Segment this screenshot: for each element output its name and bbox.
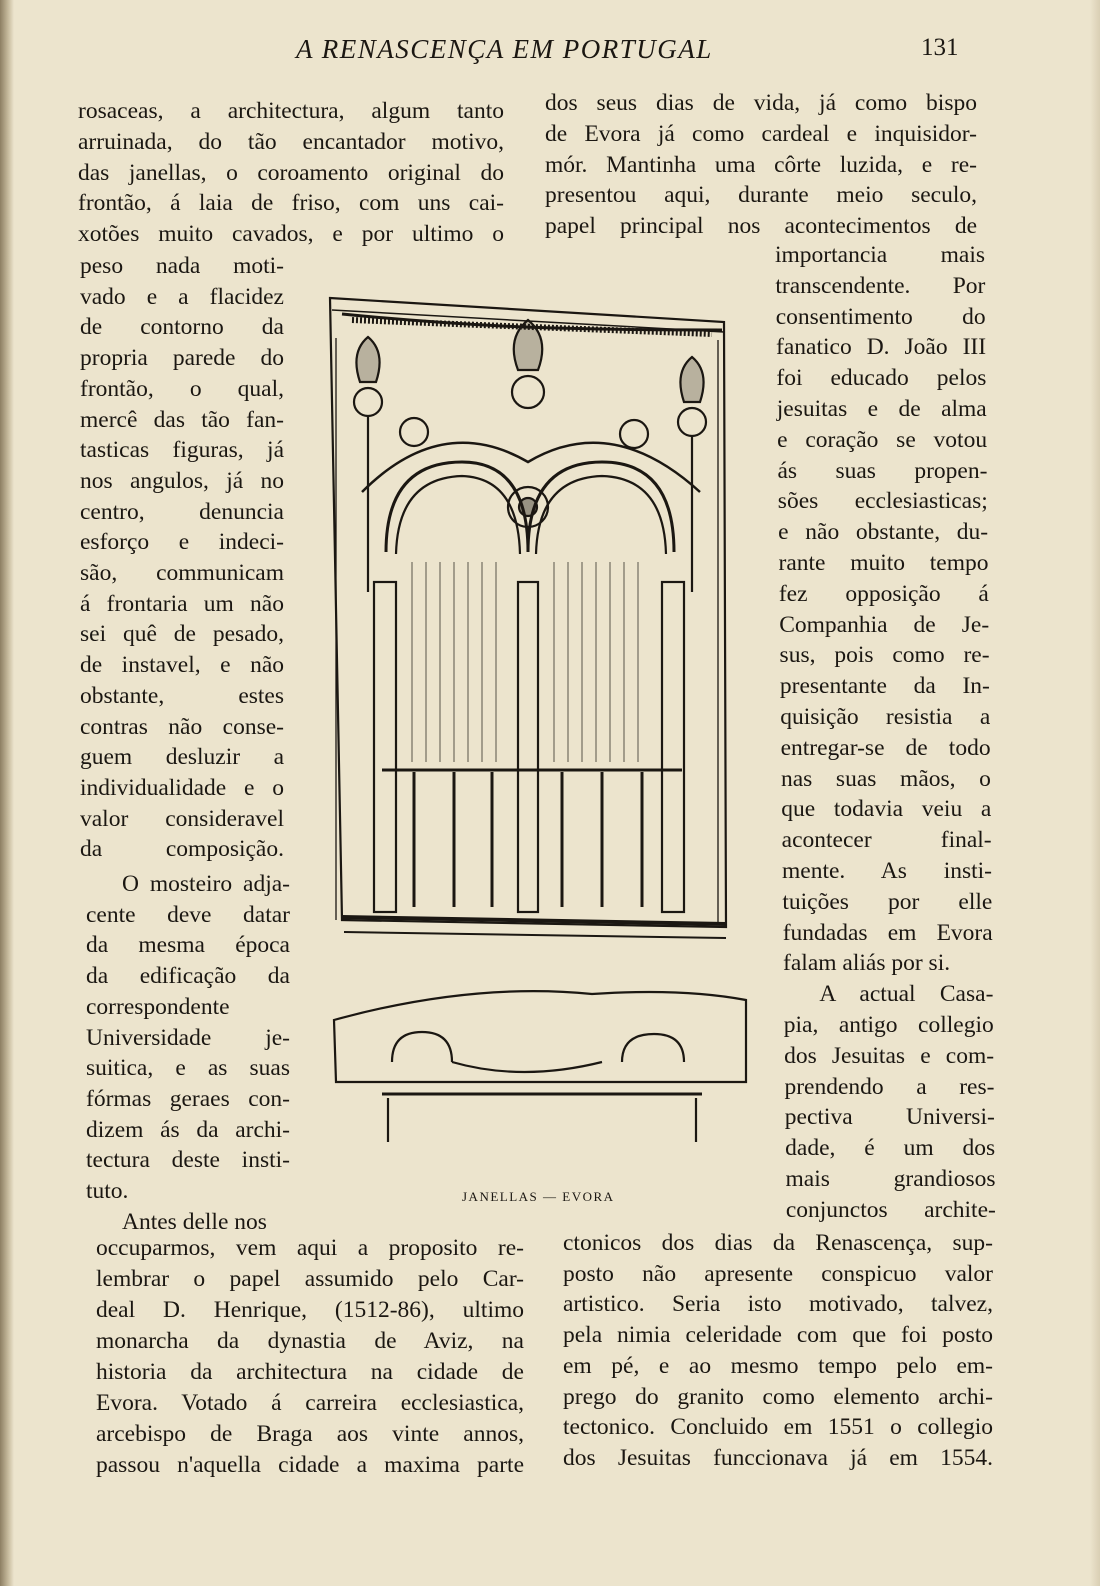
left-column-narrow-line: peso nada moti- [80, 253, 284, 279]
right-column-narrow-line: importancia mais [775, 242, 985, 268]
left-column-narrow-line: suitica, e as suas [86, 1055, 290, 1082]
right-column-narrow-line: foi educado pelos [776, 365, 987, 392]
left-column-narrow-line: são, communicam [80, 560, 284, 586]
left-column-narrow-line: nos angulos, já no [80, 467, 284, 494]
left-column-narrow-line: frontão, o qual, [80, 375, 284, 402]
figure-caption: JANELLAS — EVORA [462, 1189, 615, 1204]
right-column-top-line: mór. Mantinha uma côrte luzida, e re- [545, 151, 977, 178]
left-column-top-line: frontão, á laia de friso, com uns cai- [78, 190, 504, 217]
left-column-narrow-line: O mosteiro adja- [122, 871, 290, 897]
right-column-narrow-line: pia, antigo collegio [783, 1012, 994, 1038]
right-column-narrow-line: jesuitas e de alma [776, 396, 987, 422]
left-column-bottom-line: occuparmos, vem aqui a proposito re- [96, 1235, 524, 1261]
right-column-narrow-line: que todavia veiu a [781, 796, 992, 823]
right-column-bottom-line: posto não apresente conspicuo valor [563, 1260, 993, 1287]
right-column-narrow-line: tuições por elle [782, 888, 993, 915]
right-column-narrow-line: pectiva Universi- [784, 1104, 995, 1131]
left-column-bottom-line: arcebispo de Braga aos vinte annos, [96, 1421, 524, 1447]
right-column-bottom-line: dos Jesuitas funccionava já em 1554. [563, 1444, 993, 1471]
right-column-narrow-line: entregar-se de todo [780, 734, 991, 761]
right-column-top-line: papel principal nos acontecimentos de [545, 213, 977, 240]
left-column-narrow-line: fórmas geraes con- [86, 1085, 290, 1112]
left-column-narrow-line: sei quê de pesado, [80, 621, 284, 648]
right-column-bottom-line: pela nimia celeridade com que foi posto [563, 1322, 993, 1349]
right-column-narrow-line: sus, pois como re- [779, 642, 990, 669]
right-column-narrow-line: e coração se votou [777, 426, 988, 453]
left-column-top-line: das janellas, o coroamento original do [78, 159, 504, 186]
left-column-narrow-line: da mesma época [86, 932, 290, 959]
finial-left [354, 337, 382, 592]
left-column-top-line: xotões muito cavados, e por ultimo o [78, 221, 504, 248]
left-column-narrow-line: obstante, estes [80, 682, 284, 709]
left-column-narrow-line: guem desluzir a [80, 744, 284, 771]
left-column-narrow-line: centro, denuncia [80, 498, 284, 525]
left-column-narrow-line: Antes delle nos [122, 1208, 267, 1235]
right-column-narrow-line: nas suas mãos, o [780, 765, 991, 792]
right-column-top-line: presentou aqui, durante meio seculo, [545, 182, 977, 209]
page-right-edge [1090, 0, 1100, 1586]
right-column-narrow-line: fanatico D. João III [776, 334, 987, 361]
left-column-narrow-line: cente deve datar [86, 901, 290, 928]
left-column-narrow-line: individualidade e o [80, 774, 284, 801]
left-column-narrow-line: tectura deste insti- [86, 1147, 290, 1174]
left-column-narrow-line: dizem ás da archi- [86, 1116, 290, 1143]
left-column-narrow-line: da composição. [80, 836, 284, 863]
left-column-bottom-line: deal D. Henrique, (1512-86), ultimo [96, 1297, 524, 1323]
right-column-bottom-line: tectonico. Concluido em 1551 o collegio [563, 1414, 993, 1441]
right-column-top-line: dos seus dias de vida, já como bispo [545, 90, 977, 116]
window-frame [330, 298, 726, 927]
right-column-narrow-line: ás suas propen- [777, 457, 988, 484]
left-column-top-line: arruinada, do tão encantador motivo, [78, 128, 504, 155]
right-column-narrow-line: acontecer final- [781, 827, 992, 854]
right-column-narrow-line: dos Jesuitas e com- [784, 1042, 995, 1069]
right-column-narrow-line: prendendo a res- [784, 1073, 995, 1100]
right-column-narrow-line: e não obstante, du- [778, 519, 989, 546]
right-column-narrow-line: mente. As insti- [782, 858, 992, 884]
left-column-narrow-line: da edificação da [86, 963, 290, 990]
right-column-top-line: de Evora já como cardeal e inquisidor- [545, 120, 977, 147]
right-column-narrow-line: quisição resistia a [780, 704, 991, 730]
balusters [414, 772, 642, 907]
right-column-narrow-line: falam aliás por si. [783, 950, 951, 977]
right-column-narrow-line: consentimento do [775, 303, 986, 330]
right-column-narrow-line: Companhia de Je- [779, 611, 990, 638]
right-column-narrow-line: fundadas em Evora [782, 919, 993, 946]
left-column-narrow-line: correspondente [86, 993, 230, 1020]
right-column-narrow-line: rante muito tempo [778, 550, 989, 576]
left-column-bottom-line: passou n'aquella cidade a maxima parte [96, 1452, 524, 1478]
window-illustration [322, 292, 762, 1142]
right-column-narrow-line: conjunctos archite- [785, 1196, 996, 1223]
right-column-bottom-line: ctonicos dos dias da Renascença, sup- [563, 1230, 993, 1256]
left-column-narrow-line: mercê das tão fan- [80, 406, 284, 433]
page-number: 131 [921, 34, 959, 61]
left-column-narrow-line: valor consideravel [80, 805, 284, 832]
right-column-narrow-line: presentante da In- [779, 673, 990, 700]
left-column-narrow-line: tuto. [86, 1178, 129, 1204]
left-column-narrow-line: de contorno da [80, 314, 284, 341]
finial-right [678, 357, 706, 592]
left-column-narrow-line: propria parede do [80, 345, 284, 372]
left-column-bottom-line: monarcha da dynastia de Aviz, na [96, 1328, 524, 1354]
left-column-bottom-line: lembrar o papel assumido pelo Car- [96, 1266, 524, 1292]
right-column-narrow-line: dade, é um dos [785, 1135, 996, 1162]
running-title: A RENASCENÇA EM PORTUGAL [296, 34, 713, 64]
left-column-narrow-line: Universidade je- [86, 1024, 290, 1051]
left-column-narrow-line: de instavel, e não [80, 652, 284, 679]
right-column-narrow-line: sões ecclesiasticas; [777, 488, 988, 515]
left-column-narrow-line: tasticas figuras, já [80, 437, 284, 464]
left-column-top-line: rosaceas, a architectura, algum tanto [78, 98, 504, 124]
right-column-narrow-line: fez opposição á [778, 580, 989, 607]
lower-detail [334, 991, 746, 1142]
left-column-narrow-line: esforço e indeci- [80, 529, 284, 556]
right-column-narrow-line: mais grandiosos [785, 1166, 996, 1192]
right-column-bottom-line: prego do granito como elemento archi- [563, 1383, 993, 1410]
left-column-narrow-line: contras não conse- [80, 713, 284, 740]
right-column-bottom-line: artistico. Seria isto motivado, talvez, [563, 1291, 993, 1318]
left-column-narrow-line: á frontaria um não [80, 590, 284, 617]
right-column-narrow-line: A actual Casa- [819, 981, 994, 1008]
left-column-narrow-line: vado e a flacidez [80, 283, 284, 310]
right-column-narrow-line: transcendente. Por [775, 272, 986, 299]
page-binding-edge [0, 0, 14, 1586]
right-column-bottom-line: em pé, e ao mesmo tempo pelo em- [563, 1352, 993, 1379]
left-column-bottom-line: Evora. Votado á carreira ecclesiastica, [96, 1390, 524, 1416]
left-column-bottom-line: historia da architectura na cidade de [96, 1359, 524, 1385]
finial-center [512, 320, 544, 408]
